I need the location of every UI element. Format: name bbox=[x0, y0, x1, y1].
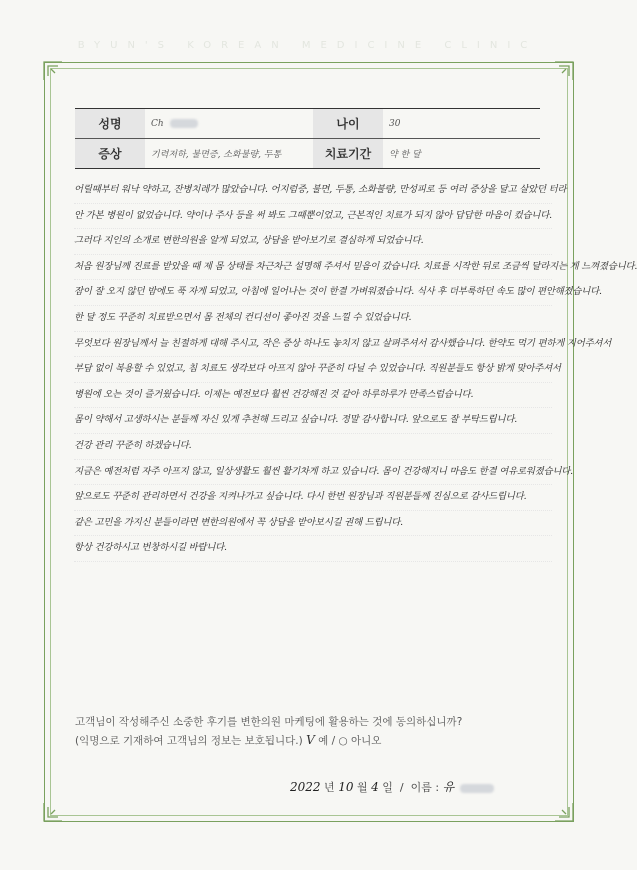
name-cell bbox=[145, 109, 313, 139]
review-paragraph-4 bbox=[74, 460, 573, 562]
period-label: 치료기간 bbox=[313, 139, 383, 169]
age-label: 나이 bbox=[313, 109, 383, 139]
age-value: 30 bbox=[383, 109, 540, 139]
signature-footer bbox=[290, 778, 494, 795]
clinic-name-watermark: BYUN'S KOREAN MEDICINE CLINIC bbox=[77, 40, 538, 51]
corner-ornament-icon bbox=[553, 60, 575, 82]
review-line: 그러다 지인의 소개로 변한의원을 알게 되었고, 상담을 받아보기로 결심하게 되었습니다. bbox=[74, 229, 552, 255]
corner-ornament-icon bbox=[42, 801, 64, 823]
info-row-name bbox=[75, 109, 540, 139]
no-option-circle-icon[interactable]: ○ bbox=[338, 735, 348, 747]
patient-info-table bbox=[75, 108, 540, 169]
review-line: 어릴때부터 워낙 약하고, 잔병치레가 많았습니다. 어지럼증, 불면, 두통, 소화불량, 만성피로 등 여러 증상을 달고 살았던 터라 bbox=[74, 178, 552, 204]
review-line: 안 가본 병원이 없었습니다. 약이나 주사 등을 써 봐도 그때뿐이었고, 근본적인 치료가 되지 않아 답답한 마음이 컸습니다. bbox=[74, 204, 552, 230]
redacted-signature-blur bbox=[460, 784, 494, 793]
date-day: 4 bbox=[371, 780, 379, 794]
consent-yes-label[interactable]: 예 bbox=[318, 735, 329, 747]
review-line: 앞으로도 꾸준히 관리하면서 건강을 지켜나가고 싶습니다. 다시 한번 원장님과 직원분들께 진심으로 감사드립니다. bbox=[74, 485, 552, 511]
period-value: 약 한 달 bbox=[383, 139, 540, 169]
review-paragraph-1 bbox=[74, 178, 567, 255]
day-unit: 일 bbox=[382, 781, 393, 794]
footer-separator: / bbox=[399, 781, 404, 794]
review-body bbox=[74, 178, 637, 562]
review-line: 몸이 약해서 고생하시는 분들께 자신 있게 추천해 드리고 싶습니다. 정말 감사합니다. 앞으로도 잘 부탁드립니다. bbox=[74, 408, 552, 434]
redacted-name-blur bbox=[170, 119, 198, 128]
review-line: 한 달 정도 꾸준히 치료받으면서 몸 전체의 컨디션이 좋아진 것을 느낄 수 있었습니다. bbox=[74, 306, 552, 332]
name-value: Ch bbox=[151, 118, 164, 129]
consent-note: (익명으로 기재하여 고객님의 정보는 보호됩니다.) bbox=[75, 735, 303, 747]
info-row-symptom bbox=[75, 139, 540, 169]
option-separator: / bbox=[331, 735, 339, 747]
consent-no-label[interactable]: 아니오 bbox=[351, 735, 382, 747]
review-paragraph-2 bbox=[74, 255, 637, 332]
review-line: 병원에 오는 것이 즐거웠습니다. 이제는 예전보다 훨씬 건강해진 것 같아 하루하루가 만족스럽습니다. bbox=[74, 383, 552, 409]
symptom-value: 기력저하, 불면증, 소화불량, 두통 bbox=[145, 139, 313, 169]
review-line: 건강 관리 꾸준히 하겠습니다. bbox=[74, 434, 552, 460]
corner-ornament-icon bbox=[553, 801, 575, 823]
signature-name: 유 bbox=[442, 780, 455, 794]
review-line: 지금은 예전처럼 자주 아프지 않고, 일상생활도 훨씬 활기차게 하고 있습니다. 몸이 건강해지니 마음도 한결 여유로워졌습니다. bbox=[74, 460, 552, 486]
review-line: 무엇보다 원장님께서 늘 친절하게 대해 주시고, 작은 증상 하나도 놓치지 않고 살펴주셔서 감사했습니다. 한약도 먹기 편하게 지어주셔서 bbox=[74, 332, 552, 358]
consent-question: 고객님이 작성해주신 소중한 후기를 변한의원 마케팅에 활용하는 것에 동의하십니까? bbox=[75, 716, 463, 728]
review-line: 처음 원장님께 진료를 받았을 때 제 몸 상태를 차근차근 설명해 주셔서 믿음이 갔습니다. 치료를 시작한 뒤로 조금씩 달라지는 게 느껴졌습니다. bbox=[74, 255, 552, 281]
symptom-label: 증상 bbox=[75, 139, 145, 169]
date-month: 10 bbox=[338, 780, 354, 794]
review-line: 잠이 잘 오지 않던 밤에도 푹 자게 되었고, 아침에 일어나는 것이 한결 가벼워졌습니다. 식사 후 더부룩하던 속도 많이 편안해졌습니다. bbox=[74, 280, 552, 306]
review-line: 항상 건강하시고 번창하시길 바랍니다. bbox=[74, 536, 552, 562]
corner-ornament-icon bbox=[42, 60, 64, 82]
date-year: 2022 bbox=[290, 780, 321, 794]
review-paragraph-3 bbox=[74, 332, 612, 460]
yes-check-mark[interactable]: V bbox=[306, 733, 315, 747]
review-line: 부담 없이 복용할 수 있었고, 침 치료도 생각보다 아프지 않아 꾸준히 다닐 수 있었습니다. 직원분들도 항상 밝게 맞아주셔서 bbox=[74, 357, 552, 383]
month-unit: 월 bbox=[356, 781, 368, 794]
year-unit: 년 bbox=[324, 781, 335, 794]
marketing-consent bbox=[75, 713, 462, 750]
name-label-footer: 이름 : bbox=[410, 781, 440, 794]
review-line: 같은 고민을 가지신 분들이라면 변한의원에서 꼭 상담을 받아보시길 권해 드립니다. bbox=[74, 511, 552, 537]
name-label: 성명 bbox=[75, 109, 145, 139]
consent-note-line bbox=[75, 731, 462, 750]
